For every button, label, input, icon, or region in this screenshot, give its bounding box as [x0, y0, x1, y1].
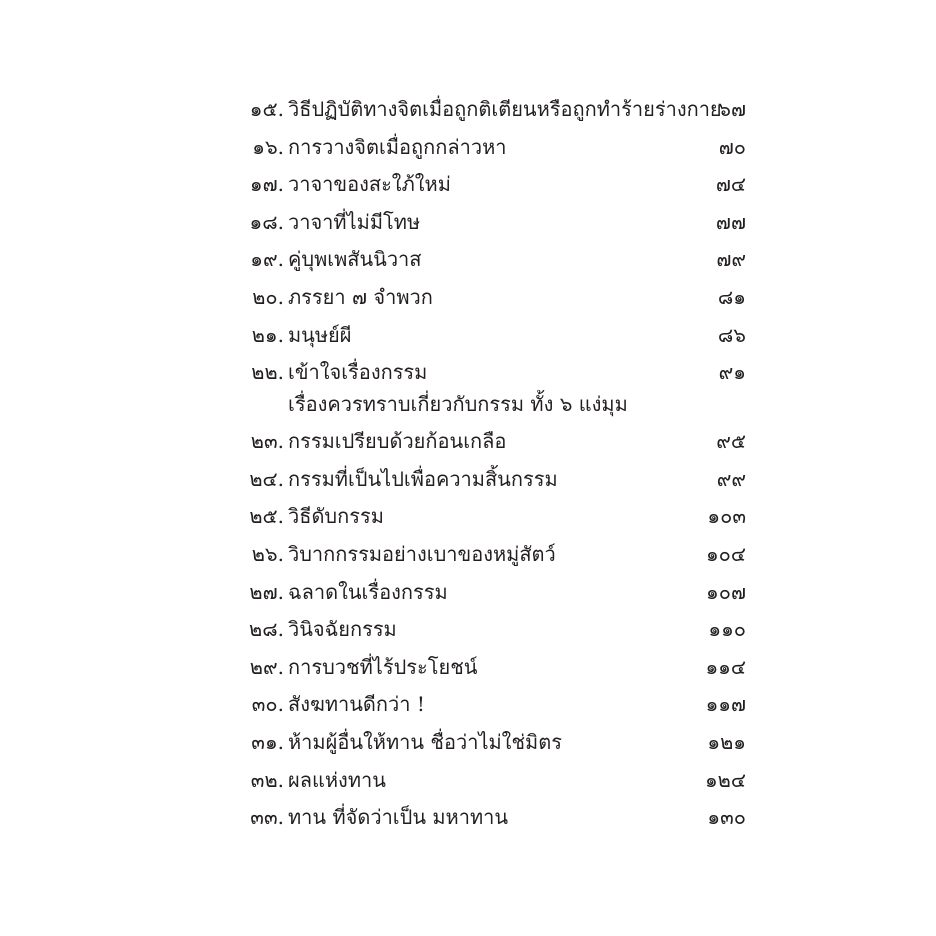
toc-entry-title: กรรมเปรียบด้วยก้อนเกลือ: [288, 429, 507, 454]
toc-entry: [0, 535, 936, 573]
toc-entry-number: ๒๕.: [249, 504, 284, 529]
toc-entry-page: ๑๐๗: [706, 579, 746, 604]
toc-entry-title: การบวชที่ไร้ประโยชน์: [288, 654, 478, 679]
toc-entry-number: ๒๙.: [249, 654, 284, 679]
toc-entry: [0, 316, 936, 354]
table-of-contents: [0, 90, 936, 836]
toc-entry: [0, 203, 936, 241]
toc-entry-page: ๑๒๑: [707, 729, 746, 754]
toc-entry-title: วิธีดับกรรม: [288, 504, 384, 529]
toc-entry-number: ๓๒.: [250, 767, 284, 792]
toc-entry: [0, 422, 936, 460]
toc-entry-page: ๘๖: [717, 322, 746, 347]
toc-entry-number: ๑๕.: [249, 97, 284, 121]
toc-entry: [0, 353, 936, 422]
toc-entry: [0, 573, 936, 611]
toc-entry: [0, 610, 936, 648]
toc-entry-number: ๑๙.: [250, 247, 284, 272]
toc-entry-title: สังฆทานดีกว่า !: [288, 692, 425, 717]
toc-entry-title: ผลแห่งทาน: [288, 767, 386, 792]
toc-entry-title: ทาน ที่จัดว่าเป็น มหาทาน: [288, 805, 509, 830]
toc-entry: [0, 685, 936, 723]
toc-entry: [0, 723, 936, 761]
toc-entry: [0, 497, 936, 535]
toc-entry-number: ๑๖.: [252, 134, 284, 159]
toc-entry-page: ๙๙: [716, 466, 746, 491]
toc-entry-title: วินิจฉัยกรรม: [288, 617, 397, 642]
toc-entry-number: ๒๗.: [249, 579, 284, 604]
toc-entry: [0, 90, 936, 128]
toc-entry-number: ๓๓.: [250, 805, 284, 830]
toc-entry-title: กรรมที่เป็นไปเพื่อความสิ้นกรรม: [288, 466, 558, 491]
toc-entry-page: ๑๐๓: [707, 504, 746, 529]
toc-entry: [0, 240, 936, 278]
toc-entry: [0, 128, 936, 166]
toc-entry-title: มนุษย์ผี: [288, 322, 352, 347]
toc-entry: [0, 761, 936, 799]
toc-entry-title: วาจาที่ไม่มีโทษ: [288, 209, 421, 234]
toc-entry-page: ๙๑: [718, 360, 746, 385]
toc-entry: [0, 648, 936, 686]
toc-entry-number: ๑๗.: [249, 172, 284, 197]
toc-entry-page: ๑๑๗: [705, 692, 746, 717]
toc-entry-page: ๑๑๐: [708, 617, 746, 642]
toc-entry-page: ๑๐๔: [705, 541, 746, 566]
toc-entry-number: ๒๔.: [249, 466, 284, 491]
toc-entry-page: ๗๙: [716, 247, 746, 272]
toc-entry-subtitle: เรื่องควรทราบเกี่ยวกับกรรม ทั้ง ๖ แง่มุม: [288, 392, 628, 417]
toc-entry-page: ๑๓๐: [707, 805, 746, 830]
toc-entry-title: คู่บุพเพสันนิวาส: [288, 247, 422, 272]
toc-entry-number: ๒๘.: [249, 617, 284, 642]
toc-entry-page: ๑๑๔: [705, 654, 746, 679]
toc-entry-page: ๗๐: [718, 134, 746, 159]
toc-entry: [0, 278, 936, 316]
toc-entry-title: วิธีปฏิบัติทางจิตเมื่อถูกติเตียนหรือถูกทำร้ายร่างกาย: [288, 97, 722, 121]
toc-entry-title: วาจาของสะใภ้ใหม่: [288, 172, 451, 197]
toc-entry-page: ๗๗: [715, 209, 746, 234]
toc-entry-title: การวางจิตเมื่อถูกกล่าวหา: [288, 134, 507, 159]
toc-entry-title: ภรรยา ๗ จำพวก: [288, 284, 433, 309]
toc-entry-number: ๒๓.: [250, 429, 284, 454]
toc-entry-number: ๒๑.: [251, 322, 284, 347]
toc-entry-number: ๒๖.: [251, 541, 284, 566]
toc-entry-number: ๓๐.: [251, 692, 284, 717]
toc-entry: [0, 460, 936, 498]
toc-entry-number: ๒๐.: [252, 284, 284, 309]
toc-entry-title: เข้าใจเรื่องกรรม: [288, 360, 428, 385]
toc-entry-title: ฉลาดในเรื่องกรรม: [288, 579, 448, 604]
toc-entry-page: ๙๕: [716, 429, 746, 454]
toc-entry-page: ๑๒๔: [704, 767, 746, 792]
toc-entry-title: ห้ามผู้อื่นให้ทาน ชื่อว่าไม่ใช่มิตร: [288, 729, 562, 754]
toc-entry-page: ๗๔: [715, 172, 746, 197]
toc-entry-number: ๑๘.: [249, 209, 284, 234]
toc-entry-page: ๘๑: [717, 284, 746, 309]
toc-entry-number: ๒๒.: [251, 360, 284, 385]
toc-entry: [0, 798, 936, 836]
toc-entry-title: วิบากกรรมอย่างเบาของหมู่สัตว์: [288, 541, 556, 566]
toc-entry: [0, 165, 936, 203]
toc-entry-number: ๓๑.: [251, 729, 284, 754]
toc-entry-page: ๖๗: [718, 97, 746, 121]
